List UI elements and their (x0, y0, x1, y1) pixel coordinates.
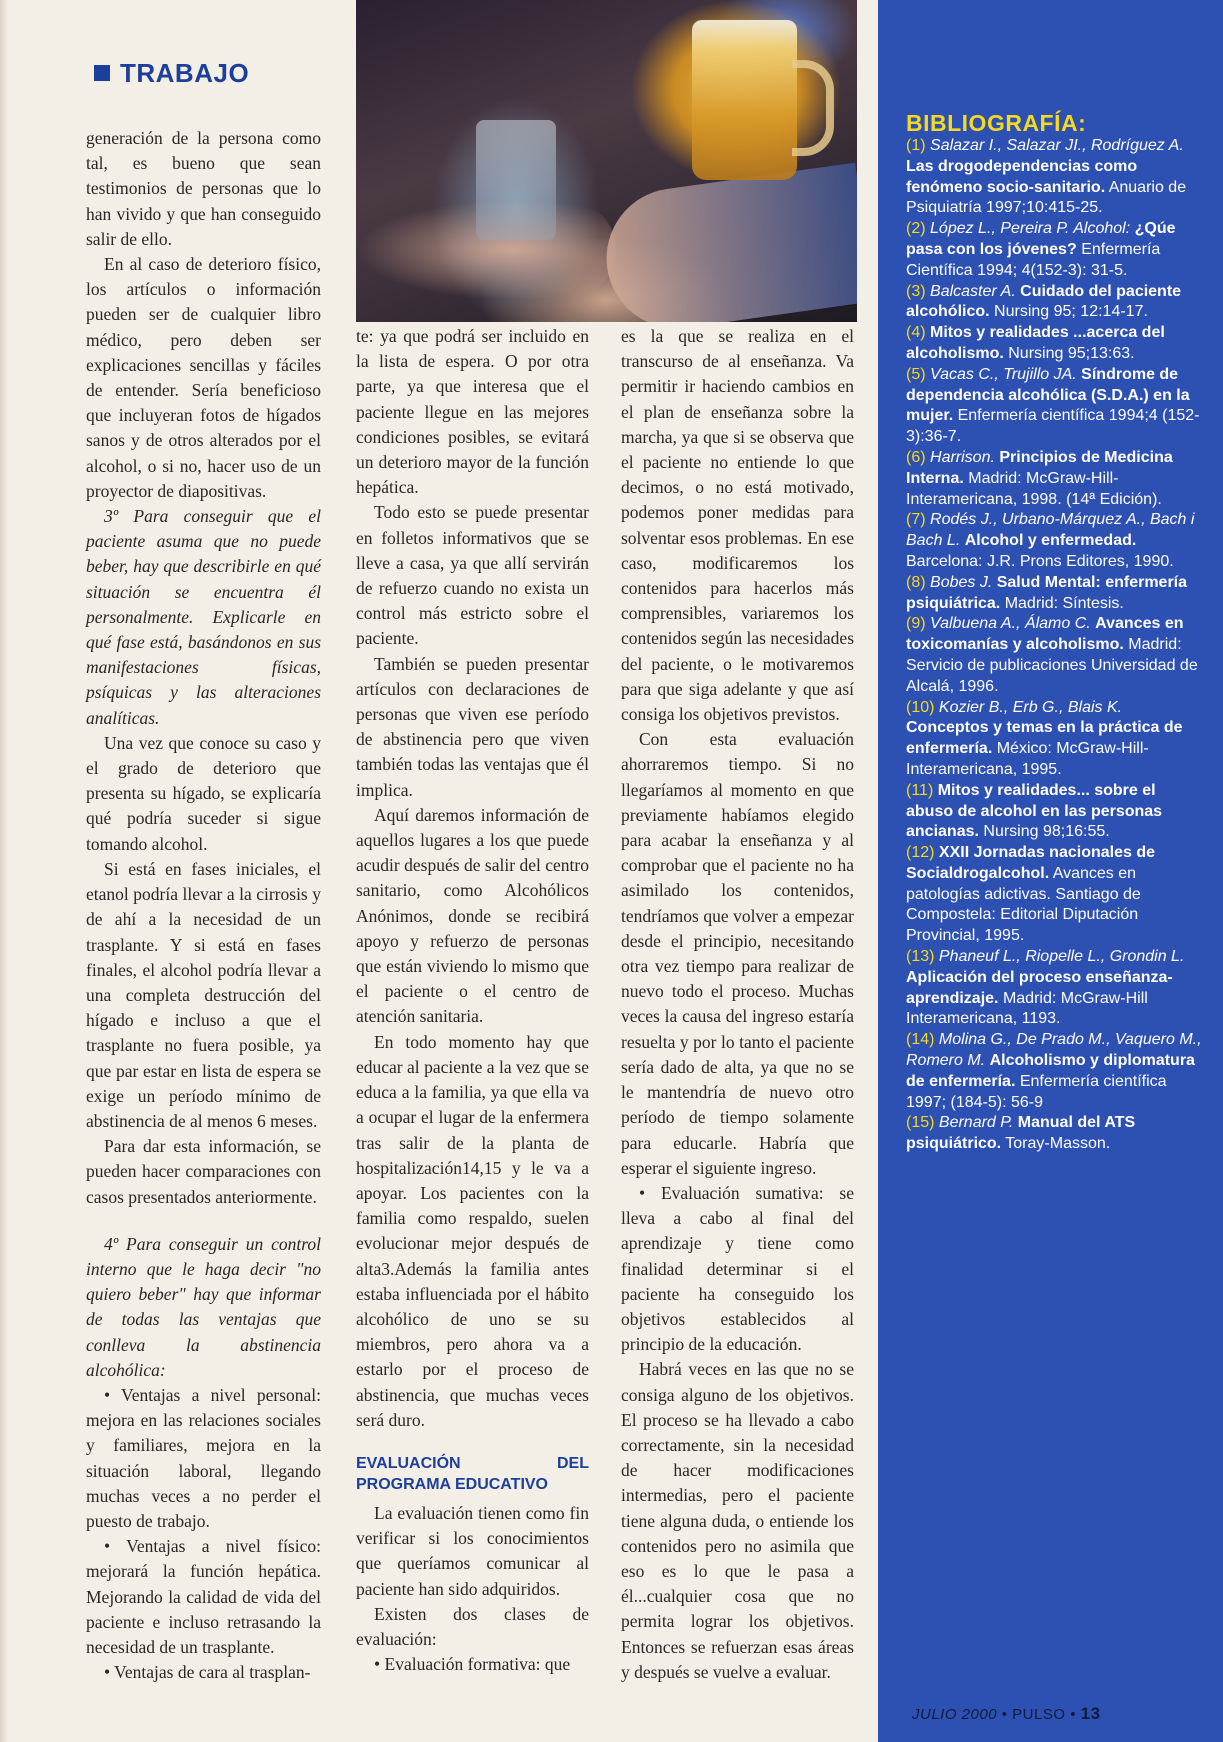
reference-num: (2) (906, 220, 926, 238)
reference-title: Síndrome de dependencia alcohólica (S.D.A.) en la mujer. (906, 365, 1190, 425)
bibliography-sidebar (878, 0, 1223, 1742)
reference-authors: López L., Pereira P. Alcohol: (930, 220, 1131, 238)
bibliography-title: BIBLIOGRAFÍA: (906, 110, 1087, 136)
reference-source: Enfermería científica 1994;4 (152-3):36-7. (906, 407, 1200, 446)
paragraph: Aquí daremos información de aquellos lugares a los que puede acudir después de salir del centro sanitario, como Alcohólicos Anónimos, donde se recibirá apoyo y refuerzo de personas que están viviendo lo mismo que el paciente o el centro de atención sanitaria. (356, 804, 589, 1027)
reference-title: Conceptos y temas en la práctica de enfermería. (906, 719, 1183, 758)
reference-num: (1) (906, 137, 926, 154)
paragraph: Para dar esta información, se pueden hacer comparaciones con casos presentados anteriormente. (86, 1136, 321, 1207)
reference-source: Avances en patologías adictivas. Santiago de Compostela: Editorial Diputación Provincial, 1995. (906, 864, 1141, 945)
reference-source: Anuario de Psiquiatría 1997;10:415-25. (906, 178, 1187, 217)
reference-item (906, 282, 1206, 324)
reference-title: Aplicación del proceso enseñanza-aprendizaje. (906, 968, 1173, 1007)
reference-source: Nursing 98;16:55. (983, 823, 1110, 841)
section-label (94, 58, 249, 89)
reference-authors: Molina G., De Prado M., Vaquero M., Romero M. (906, 1031, 1202, 1070)
paragraph: También se pueden presentar artículos con declaraciones de personas que viven ese período de abstinencia pero que viven también todas las ventajas que él implica. (356, 653, 589, 800)
reference-num: (11) (906, 781, 934, 799)
paragraph: Existen dos clases de evaluación: (356, 1603, 589, 1649)
reference-num: (5) (906, 365, 926, 383)
reference-item (906, 510, 1206, 572)
reference-item (906, 1113, 1206, 1155)
page-footer (912, 1704, 1101, 1724)
reference-item (906, 947, 1206, 1030)
reference-title: Manual del ATS psiquiátrico. (906, 1114, 1136, 1153)
reference-num: (6) (906, 448, 926, 466)
reference-item (906, 698, 1206, 781)
paragraph: La evaluación tienen como fin verificar si los conocimientos que queríamos comunicar al paciente han sido adquiridos. (356, 1502, 589, 1599)
reference-title: Mitos y realidades... sobre el abuso de alcohol en las personas ancianas. (906, 781, 1163, 841)
text-column-3 (621, 324, 854, 1685)
paragraph: En al caso de deterioro físico, los artículos o información pueden ser de cualquier libro médico, pero deben ser explicaciones sencillas y fáciles de entender. Sería beneficioso que incluyeran fotos de hígados sanos y de otros alterados por el alcohol, o si no, hacer uso de un proyector de diapositivas. (86, 254, 321, 501)
reference-source: México: McGraw-Hill-Interamericana, 1995. (906, 740, 1149, 778)
reference-item (906, 136, 1206, 219)
reference-authors: Phaneuf L., Riopelle L., Grondin L. (938, 948, 1185, 966)
section-title: TRABAJO (120, 58, 250, 88)
reference-item (906, 365, 1206, 448)
reference-source: Madrid: Servicio de publicaciones Universidad de Alcalá, 1996. (906, 636, 1198, 695)
reference-num: (7) (906, 511, 926, 529)
reference-item (906, 573, 1206, 615)
reference-authors: Valbuena A., Álamo C. (930, 615, 1091, 633)
bullet-item: • Ventajas a nivel personal: mejora en las relaciones sociales y familiares, mejora en la situación laboral, llegando muchas veces a no perder el puesto de trabajo. (86, 1384, 321, 1531)
paragraph: Si está en fases iniciales, el etanol podría llevar a la cirrosis y de ahí a la necesidad de un trasplante. Y si está en fases finales, el alcohol podría llevar a una completa destrucción del hígado e incluso a que el trasplante no fuera posible, ya que par estar en lista de espera se exige un período mínimo de abstinencia de al menos 6 meses. (86, 858, 321, 1131)
reference-title: Avances en toxicomanías y alcoholismo. (906, 615, 1184, 654)
reference-item (906, 448, 1206, 510)
reference-source: Nursing 95; 12:14-17. (994, 303, 1148, 321)
text-column-1 (86, 126, 321, 1685)
reference-title: Las drogodependencias como fenómeno socio-sanitario. (906, 157, 1138, 196)
paragraph-italic: 4º Para conseguir un control interno que le haga decir "no quiero beber" hay que informar de todas las ventajas que conlleva la abstinencia alcohólica: (86, 1233, 321, 1380)
paragraph: Una vez que conoce su caso y el grado de deterioro que presenta su hígado, se explicaría qué podría suceder si sigue tomando alcohol. (86, 732, 321, 854)
paragraph: En todo momento hay que educar al paciente a la vez que se educa a la familia, ya que ella va a ocupar el lugar de la enfermera tras salir de la planta de hospitalización14,15 y le va a apoyar. Los pacientes con la familia como respaldo, suelen evolucionar mejor después de alta3.Además la familia antes estaba influenciada por el hábito alcohólico de uno se su miembros, pero ahora va a estarlo por el proceso de abstinencia, que muchas veces será duro. (356, 1031, 589, 1430)
bullet-item: • Ventajas a nivel físico: mejorará la función hepática. Mejorando la calidad de vida del paciente e incluso retrasando la necesidad de un trasplante. (86, 1536, 321, 1657)
reference-source: Barcelona: J.R. Prons Editores, 1990. (906, 552, 1174, 570)
reference-authors: Balcaster A. (930, 282, 1016, 300)
reference-item (906, 781, 1206, 843)
page-edge (0, 0, 8, 1742)
reference-title: XXII Jornadas nacionales de Socialdrogalcohol. (906, 844, 1155, 882)
reference-authors: Salazar I., Salazar JI., Rodríguez A. (930, 137, 1184, 154)
reference-item (906, 1030, 1206, 1113)
reference-authors: Rodés J., Urbano-Márquez A., Bach i Bach L. (906, 511, 1195, 550)
reference-num: (12) (906, 844, 935, 862)
reference-authors: Bobes J. (930, 573, 993, 591)
reference-title: Cuidado del paciente alcohólico. (906, 282, 1182, 321)
bullet-item: • Evaluación sumativa: se lleva a cabo al final del aprendizaje y tiene como finalidad determinar si el paciente ha conseguido los objetivos establecidos al principio de la educación. (621, 1182, 854, 1355)
reference-num: (13) (906, 948, 935, 966)
reference-list (906, 136, 1206, 1155)
reference-item (906, 614, 1206, 697)
reference-num: (10) (906, 698, 935, 716)
reference-num: (9) (906, 615, 926, 633)
reference-num: (4) (906, 324, 926, 342)
reference-source: Madrid: McGraw-Hill-Interamericana, 1998. (14ª Edición). (906, 469, 1162, 508)
beer-toast-photo (356, 0, 857, 322)
paragraph: te: ya que podrá ser incluido en la lista de espera. O por otra parte, ya que interesa que el paciente llegue en las mejores condiciones posibles, se evitará un deterioro mayor de la función hepática. (356, 326, 589, 498)
footer-separator: • (1070, 1706, 1076, 1723)
reference-source: Nursing 95;13:63. (1008, 344, 1135, 362)
bullet-item: • Evaluación formativa: que (374, 1654, 571, 1675)
reference-title: Principios de Medicina Interna. (906, 448, 1173, 487)
reference-source: Toray-Masson. (1005, 1135, 1111, 1153)
text-column-2 (356, 324, 589, 1677)
reference-num: (15) (906, 1114, 935, 1132)
paragraph: generación de la persona como tal, es bueno que sean testimonios de personas que lo han vivido y que han conseguido salir de ello. (86, 128, 321, 249)
reference-num: (8) (906, 573, 926, 591)
reference-source: Enfermería científica 1997; (184-5): 56-9 (906, 1072, 1167, 1111)
reference-item (906, 843, 1206, 947)
reference-title: Alcohol y enfermedad. (964, 532, 1137, 550)
magazine-name: PULSO (1012, 1706, 1066, 1723)
reference-title: ¿Qúe pasa con los jóvenes? (906, 220, 1176, 258)
footer-separator: • (1001, 1706, 1008, 1723)
paragraph: Todo esto se puede presentar en folletos informativos que se lleve a casa, ya que allí servirán de refuerzo cuando no exista un control más estricto sobre el paciente. (356, 502, 589, 649)
reference-source: Enfermería Científica 1994; 4(152-3): 31-5. (906, 240, 1161, 279)
issue-date: JULIO 2000 (912, 1706, 998, 1723)
bullet-item: • Ventajas de cara al trasplan- (104, 1662, 311, 1683)
reference-authors: Kozier B., Erb G., Blais K. (938, 698, 1123, 716)
reference-title: Alcoholismo y diplomatura de enfermería. (906, 1052, 1195, 1090)
reference-item (906, 219, 1206, 281)
reference-title: Mitos y realidades ...acerca del alcoholismo. (906, 324, 1165, 362)
subheading: EVALUACIÓN DEL PROGRAMA EDUCATIVO (356, 1454, 589, 1493)
paragraph-italic: 3º Para conseguir que el paciente asuma que no puede beber, hay que describirle en qué situación se encuentra él personalmente. Explicarle en qué fase está, basándonos en sus manifestaciones físicas, psíquicas y las alteraciones analíticas. (86, 506, 321, 728)
page-number: 13 (1080, 1704, 1101, 1723)
section-square-icon (94, 65, 110, 81)
reference-authors: Bernard P. (938, 1114, 1014, 1132)
reference-item (906, 323, 1206, 365)
reference-num: (14) (906, 1031, 935, 1049)
paragraph: Con esta evaluación ahorraremos tiempo. Si no llegaríamos al momento en que previamente habíamos elegido para acabar la enseñanza y al comprobar que el paciente no ha asimilado los contenidos, tendríamos que volver a empezar desde el principio, necesitando otra vez tiempo para realizar de nuevo todo el proceso. Muchas veces la causa del ingreso estaría resuelta y por lo tanto el paciente sería dado de alta, ya que no se le mantendría de nuevo otro período de tiempo solamente para educarle. Habría que esperar el siguiente ingreso. (621, 729, 854, 1178)
reference-source: Madrid: McGraw-Hill Interamericana, 1193. (906, 989, 1148, 1028)
reference-authors: Vacas C., Trujillo JA. (930, 365, 1077, 383)
reference-authors: Harrison. (930, 448, 995, 466)
reference-source: Madrid: Síntesis. (1004, 594, 1124, 612)
reference-title: Salud Mental: enfermería psiquiátrica. (906, 573, 1188, 612)
paragraph: Habrá veces en las que no se consiga alguno de los objetivos. El proceso se ha llevado a cabo correctamente, sin la necesidad de hacer modificaciones intermedias, pero el paciente tiene alguna duda, o entiende los contenidos pero no asimila que eso es lo que le pasa a él...cualquier cosa que no permita lograr los objetivos. Entonces se refuerzan esas áreas y después se vuelve a evaluar. (621, 1359, 854, 1682)
paragraph: es la que se realiza en el transcurso de al enseñanza. Va permitir ir haciendo cambios en el plan de enseñanza sobre la marcha, ya que si se observa que el paciente no entiende lo que decimos, o no está motivado, podemos poner medidas para solventar esos problemas. En ese caso, modificaremos los contenidos para hacerlos más comprensibles, variaremos los contenidos según las necesidades del paciente, o le motivaremos para que siga adelante y que así consiga los objetivos previstos. (621, 326, 854, 725)
reference-num: (3) (906, 282, 926, 300)
